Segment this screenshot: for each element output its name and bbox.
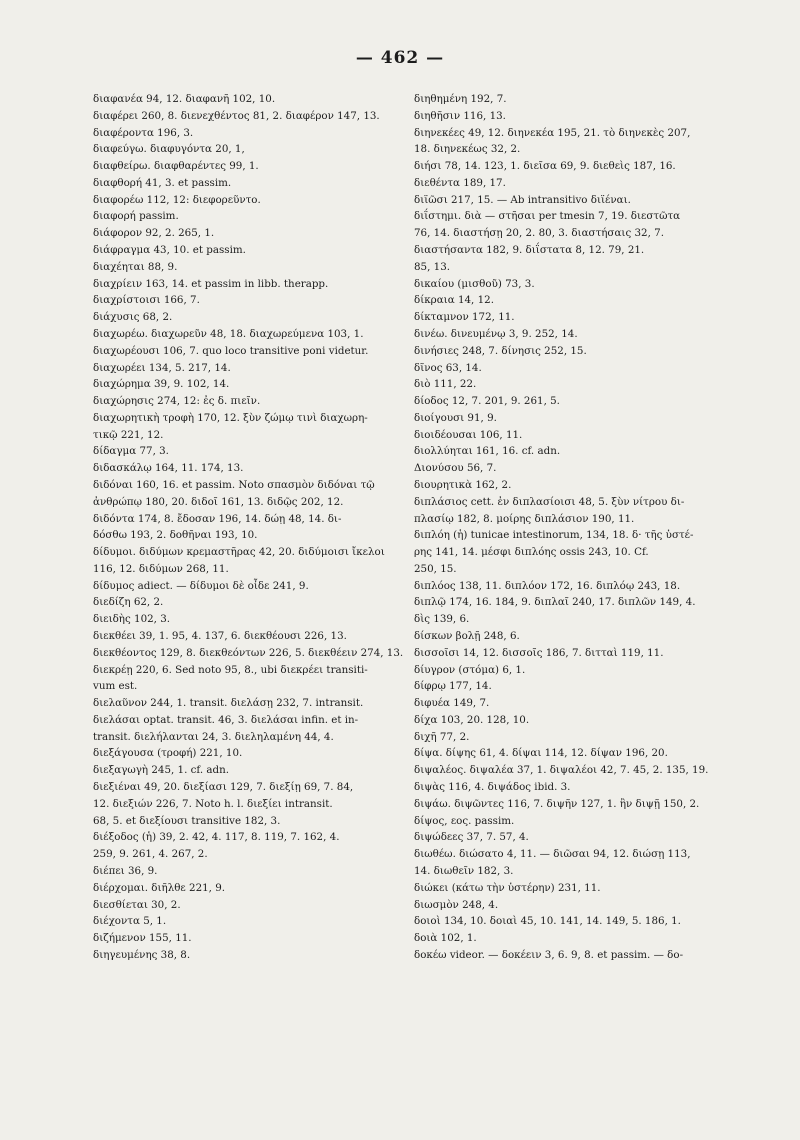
entry-line: διΐστημι. διὰ — στῆσαι per tmesin 7, 19. διεστῶτα (414, 210, 681, 223)
index-entry (93, 880, 408, 897)
entry-line: διεσθίεται 30, 2. (93, 898, 181, 911)
index-entry (93, 410, 408, 444)
entry-line: διαχρίστοισι 166, 7. (93, 294, 200, 307)
index-entry (414, 695, 736, 712)
index-entry (414, 427, 736, 444)
index-entry (414, 846, 736, 880)
index-entry (93, 259, 408, 276)
entry-line: 68, 5. et διεξίουσι transitive 182, 3. (93, 814, 281, 827)
page-number: — 462 — (355, 48, 445, 68)
entry-line: διηγευμένης 38, 8. (93, 948, 191, 961)
entry-line: διέχοντα 5, 1. (93, 915, 167, 928)
index-entry (93, 779, 408, 829)
entry-line: vum est. (93, 680, 138, 693)
entry-line: δισσοῖσι 14, 12. δισσοῖς 186, 7. διτταὶ 119, 11. (414, 646, 664, 659)
entry-line: transit. διελήλανται 24, 3. διεληλαμένη 44, 4. (93, 730, 334, 743)
entry-line: διϊῶσι 217, 15. — Ab intransitivo διϊέναι. (414, 193, 631, 206)
entry-line: διπλόη (ἡ) tunicae intestinorum, 134, 18. δ· τῆς ὑστέ- (414, 529, 694, 542)
index-entry (414, 897, 736, 914)
entry-line: διάχυσις 68, 2. (93, 311, 173, 324)
entry-line: Διονύσου 56, 7. (414, 462, 497, 475)
entry-line: διεξαγωγὴ 245, 1. cf. adn. (93, 764, 230, 777)
index-entry (93, 460, 408, 477)
entry-line: 12. διεξιών 226, 7. Noto h. l. διεξίει intransit. (93, 797, 333, 810)
index-entry (414, 796, 736, 813)
entry-line: δοιὰ 102, 1. (414, 932, 477, 945)
index-entry (93, 662, 408, 696)
entry-line: 116, 12. διδύμων 268, 11. (93, 562, 229, 575)
entry-line: διψάω. διψῶντες 116, 7. διψῆν 127, 1. ἢν διψῇ 150, 2. (414, 797, 700, 810)
entry-line: διαφεύγω. διαφυγόντα 20, 1, (93, 143, 245, 156)
entry-line: δίψος, εος. passim. (414, 814, 515, 827)
entry-line: διωσμὸν 248, 4. (414, 898, 499, 911)
index-entry (93, 594, 408, 611)
index-entry (414, 947, 736, 964)
entry-line: δικαίου (μισθοῦ) 73, 3. (414, 277, 535, 290)
index-entry (93, 192, 408, 209)
entry-line: διηθῆσιν 116, 13. (414, 109, 506, 122)
index-entry (414, 208, 736, 275)
entry-line: διεκθέοντος 129, 8. διεκθεόντων 226, 5. διεκθέειν 274, 13. (93, 646, 404, 659)
index-entry (93, 628, 408, 662)
entry-line: δίυγρον (στόμα) 6, 1. (414, 663, 526, 676)
entry-line: διαφθείρω. διαφθαρέντες 99, 1. (93, 160, 259, 173)
entry-line: δίκταμνον 172, 11. (414, 311, 515, 324)
entry-line: διάφορον 92, 2. 265, 1. (93, 227, 215, 240)
entry-line: διδόναι 160, 16. et passim. Noto σπασμὸν διδόναι τῷ (93, 478, 375, 491)
index-entry (93, 141, 408, 158)
entry-line: δινήσιες 248, 7. δίνησις 252, 15. (414, 344, 587, 357)
index-entry (414, 460, 736, 477)
entry-line: 259, 9. 261, 4. 267, 2. (93, 848, 208, 861)
entry-line: διήσι 78, 14. 123, 1. διεῖσα 69, 9. διεθεὶς 187, 16. (414, 160, 676, 173)
index-entry (414, 91, 736, 108)
index-entry (414, 913, 736, 947)
entry-line: διουρητικὰ 162, 2. (414, 478, 512, 491)
entry-line: διοίγουσι 91, 9. (414, 411, 497, 424)
entry-line: διέξοδος (ἡ) 39, 2. 42, 4. 117, 8. 119, 7. 162, 4. (93, 831, 340, 844)
index-entry (93, 242, 408, 259)
entry-line: διεκθέει 39, 1. 95, 4. 137, 6. διεκθέουσι 226, 13. (93, 630, 347, 642)
entry-line: διφυέα 149, 7. (414, 697, 490, 710)
entry-line: διψώδεες 37, 7. 57, 4. (414, 831, 529, 844)
entry-line: διαφέροντα 196, 3. (93, 126, 194, 139)
index-entry (93, 91, 408, 108)
entry-line: διολλύηται 161, 16. cf. adn. (414, 445, 561, 458)
entry-line: διεδίζη 62, 2. (93, 596, 164, 609)
index-entry (93, 863, 408, 880)
entry-line: διεξιέναι 49, 20. διεξίασι 129, 7. διεξίῃ 69, 7. 84, (93, 781, 354, 794)
index-entry (414, 829, 736, 846)
index-entry (414, 779, 736, 796)
index-entry (93, 443, 408, 460)
index-entry (414, 611, 736, 628)
index-entry (93, 762, 408, 779)
entry-line: δίψα. δίψης 61, 4. δίψαι 114, 12. δίψαν 196, 20. (414, 747, 668, 760)
index-entry (414, 158, 736, 192)
entry-line: διπλόος 138, 11. διπλόον 172, 16. διπλόῳ 243, 18. (414, 579, 681, 592)
index-entry (414, 343, 736, 360)
index-entry (93, 125, 408, 142)
entry-line: διηνεκέες 49, 12. διηνεκέα 195, 21. τὸ διηνεκὲς 207, (414, 126, 691, 139)
entry-line: τικῷ 221, 12. (93, 428, 164, 441)
index-entry (93, 393, 408, 410)
index-entry (93, 611, 408, 628)
right-column (414, 91, 736, 964)
entry-line: διὸ 111, 22. (414, 378, 477, 391)
left-column (93, 91, 408, 964)
index-entry (414, 360, 736, 377)
entry-line: διαχωρέουσι 106, 7. quo loco transitive poni videtur. (93, 344, 369, 357)
entry-line: ἀνθρώπῳ 180, 20. διδοῖ 161, 13. διδῷς 202, 12. (93, 495, 344, 508)
entry-line: δίκραια 14, 12. (414, 294, 494, 307)
entry-line: 85, 13. (414, 260, 451, 273)
entry-line: δῖνος 63, 14. (414, 361, 482, 374)
index-entry (93, 208, 408, 225)
index-entry (93, 544, 408, 578)
index-entry (93, 477, 408, 544)
entry-line: δίχα 103, 20. 128, 10. (414, 713, 530, 726)
index-entry (93, 930, 408, 947)
entry-line: διάφραγμα 43, 10. et passim. (93, 244, 246, 257)
index-entry (414, 745, 736, 762)
entry-line: διεθέντα 189, 17. (414, 176, 506, 189)
index-entry (414, 276, 736, 293)
entry-line: διέρχομαι. διῆλθε 221, 9. (93, 881, 226, 894)
entry-line: διψαλέος. διψαλέα 37, 1. διψαλέοι 42, 7. 45, 2. 135, 19. (414, 764, 709, 777)
index-entry (414, 712, 736, 729)
index-entry (93, 897, 408, 914)
index-entry (93, 829, 408, 863)
index-entry (414, 880, 736, 897)
index-entry (93, 175, 408, 192)
index-entry (93, 360, 408, 377)
index-entry (93, 578, 408, 595)
entry-line: δίδυμοι. διδύμων κρεμαστῆρας 42, 20. διδύμοισι ἴκελοι (93, 546, 385, 559)
index-entry (414, 108, 736, 125)
entry-line: διαχωρέω. διαχωρεῦν 48, 18. διαχωρεύμενα 103, 1. (93, 327, 364, 340)
entry-line: διαχρίειν 163, 14. et passim in libb. therapp. (93, 277, 329, 290)
index-entry (414, 813, 736, 830)
index-entry (414, 443, 736, 460)
index-entry (414, 292, 736, 309)
entry-line: διδασκάλῳ 164, 11. 174, 13. (93, 462, 244, 475)
index-entry (414, 326, 736, 343)
index-entry (93, 309, 408, 326)
index-entry (93, 913, 408, 930)
entry-line: διηθημένη 192, 7. (414, 93, 507, 105)
index-entry (93, 947, 408, 964)
entry-line: διψὰς 116, 4. διψάδος ibid. 3. (414, 781, 571, 794)
entry-line: διελαῦνον 244, 1. transit. διελάσῃ 232, 7. intransit. (93, 697, 364, 710)
entry-line: δίδαγμα 77, 3. (93, 445, 169, 458)
index-entry (414, 527, 736, 577)
entry-line: διπλάσιος cett. ἐν διπλασίοισι 48, 5. ξὺν νίτρου δι- (414, 495, 685, 508)
entry-line: δοιοὶ 134, 10. δοιαὶ 45, 10. 141, 14. 149, 5. 186, 1. (414, 915, 681, 928)
entry-line: διαχώρημα 39, 9. 102, 14. (93, 378, 230, 391)
index-entry (414, 376, 736, 393)
index-entry (414, 628, 736, 645)
entry-line: 18. διηνεκέως 32, 2. (414, 143, 521, 156)
index-entry (414, 762, 736, 779)
index-entry (93, 326, 408, 343)
entry-line: δὶς 139, 6. (414, 613, 470, 626)
entry-line: διζήμενον 155, 11. (93, 932, 192, 945)
index-entry (414, 729, 736, 746)
index-entry (414, 410, 736, 427)
entry-line: διώκει (κάτω τὴν ὑστέρην) 231, 11. (414, 881, 601, 894)
index-entry (414, 393, 736, 410)
index-entry (414, 645, 736, 662)
entry-line: διαφθορή 41, 3. et passim. (93, 176, 232, 189)
index-entry (93, 376, 408, 393)
entry-line: διδόντα 174, 8. ἔδοσαν 196, 14. δώῃ 48, 14. δι- (93, 512, 342, 525)
entry-line: ρης 141, 14. μέσφι διπλόης ossis 243, 10. Cf. (414, 546, 649, 559)
index-entry (93, 108, 408, 125)
index-entry (414, 309, 736, 326)
index-entry (414, 494, 736, 528)
entry-line: δίφρῳ 177, 14. (414, 680, 492, 693)
entry-line: διαχώρησις 274, 12: ἐς δ. πιεῖν. (93, 395, 261, 408)
index-entry (414, 678, 736, 695)
entry-line: διχῆ 77, 2. (414, 730, 470, 743)
entry-line: δίσκων βολῇ 248, 6. (414, 630, 520, 642)
entry-line: διαφανέα 94, 12. διαφανῆ 102, 10. (93, 93, 276, 105)
entry-line: διειδὴς 102, 3. (93, 613, 171, 626)
entry-line: διεκρέῃ 220, 6. Sed noto 95, 8., ubi διεκρέει transiti- (93, 663, 368, 676)
entry-line: διαφέρει 260, 8. διενεχθέντος 81, 2. διαφέρον 147, 13. (93, 109, 380, 122)
index-entry (414, 477, 736, 494)
index-entry (414, 578, 736, 612)
entry-line: 76, 14. διαστήσῃ 20, 2. 80, 3. διαστήσαις 32, 7. (414, 227, 664, 240)
entry-line: δίοδος 12, 7. 201, 9. 261, 5. (414, 395, 560, 408)
entry-line: δίδυμος adiect. — δίδυμοι δὲ οἶδε 241, 9. (93, 579, 309, 592)
index-entry (93, 745, 408, 762)
index-entry (93, 225, 408, 242)
index-entry (93, 343, 408, 360)
entry-line: δοκέω videor. — δοκέειν 3, 6. 9, 8. et passim. — δο- (414, 948, 684, 961)
entry-line: διοιδέουσαι 106, 11. (414, 428, 523, 441)
index-entry (414, 125, 736, 159)
index-entry (93, 276, 408, 293)
entry-line: 250, 15. (414, 562, 457, 575)
entry-line: πλασίῳ 182, 8. μοίρης διπλάσιον 190, 11. (414, 512, 635, 525)
entry-line: διέπει 36, 9. (93, 864, 158, 877)
entry-line: δόσθω 193, 2. δοθῆναι 193, 10. (93, 529, 258, 542)
entry-line: διωθέω. διώσατο 4, 11. — διῶσαι 94, 12. διώσῃ 113, (414, 848, 691, 861)
index-entry (93, 158, 408, 175)
index-entry (93, 292, 408, 309)
entry-line: δινέω. δινευμένῳ 3, 9. 252, 14. (414, 327, 578, 340)
entry-line: 14. διωθεῖν 182, 3. (414, 864, 514, 877)
entry-line: διαχωρητικὴ τροφὴ 170, 12. ξὺν ζώμῳ τινὶ διαχωρη- (93, 411, 368, 424)
index-entry (93, 695, 408, 745)
entry-line: διπλῷ 174, 16. 184, 9. διπλαῖ 240, 17. διπλῶν 149, 4. (414, 596, 696, 609)
index-entry (414, 192, 736, 209)
entry-line: διαφορή passim. (93, 210, 179, 223)
entry-line: διαχωρέει 134, 5. 217, 14. (93, 361, 231, 374)
index-entry (414, 662, 736, 679)
entry-line: διαστήσαντα 182, 9. διΐστατα 8, 12. 79, 21. (414, 244, 645, 257)
entry-line: διεξάγουσα (τροφή) 221, 10. (93, 747, 243, 760)
entry-line: διαχέηται 88, 9. (93, 260, 178, 273)
entry-line: διελάσαι optat. transit. 46, 3. διελάσαι infin. et in- (93, 713, 359, 726)
entry-line: διαφορέω 112, 12: διεφορεῦντο. (93, 193, 261, 206)
